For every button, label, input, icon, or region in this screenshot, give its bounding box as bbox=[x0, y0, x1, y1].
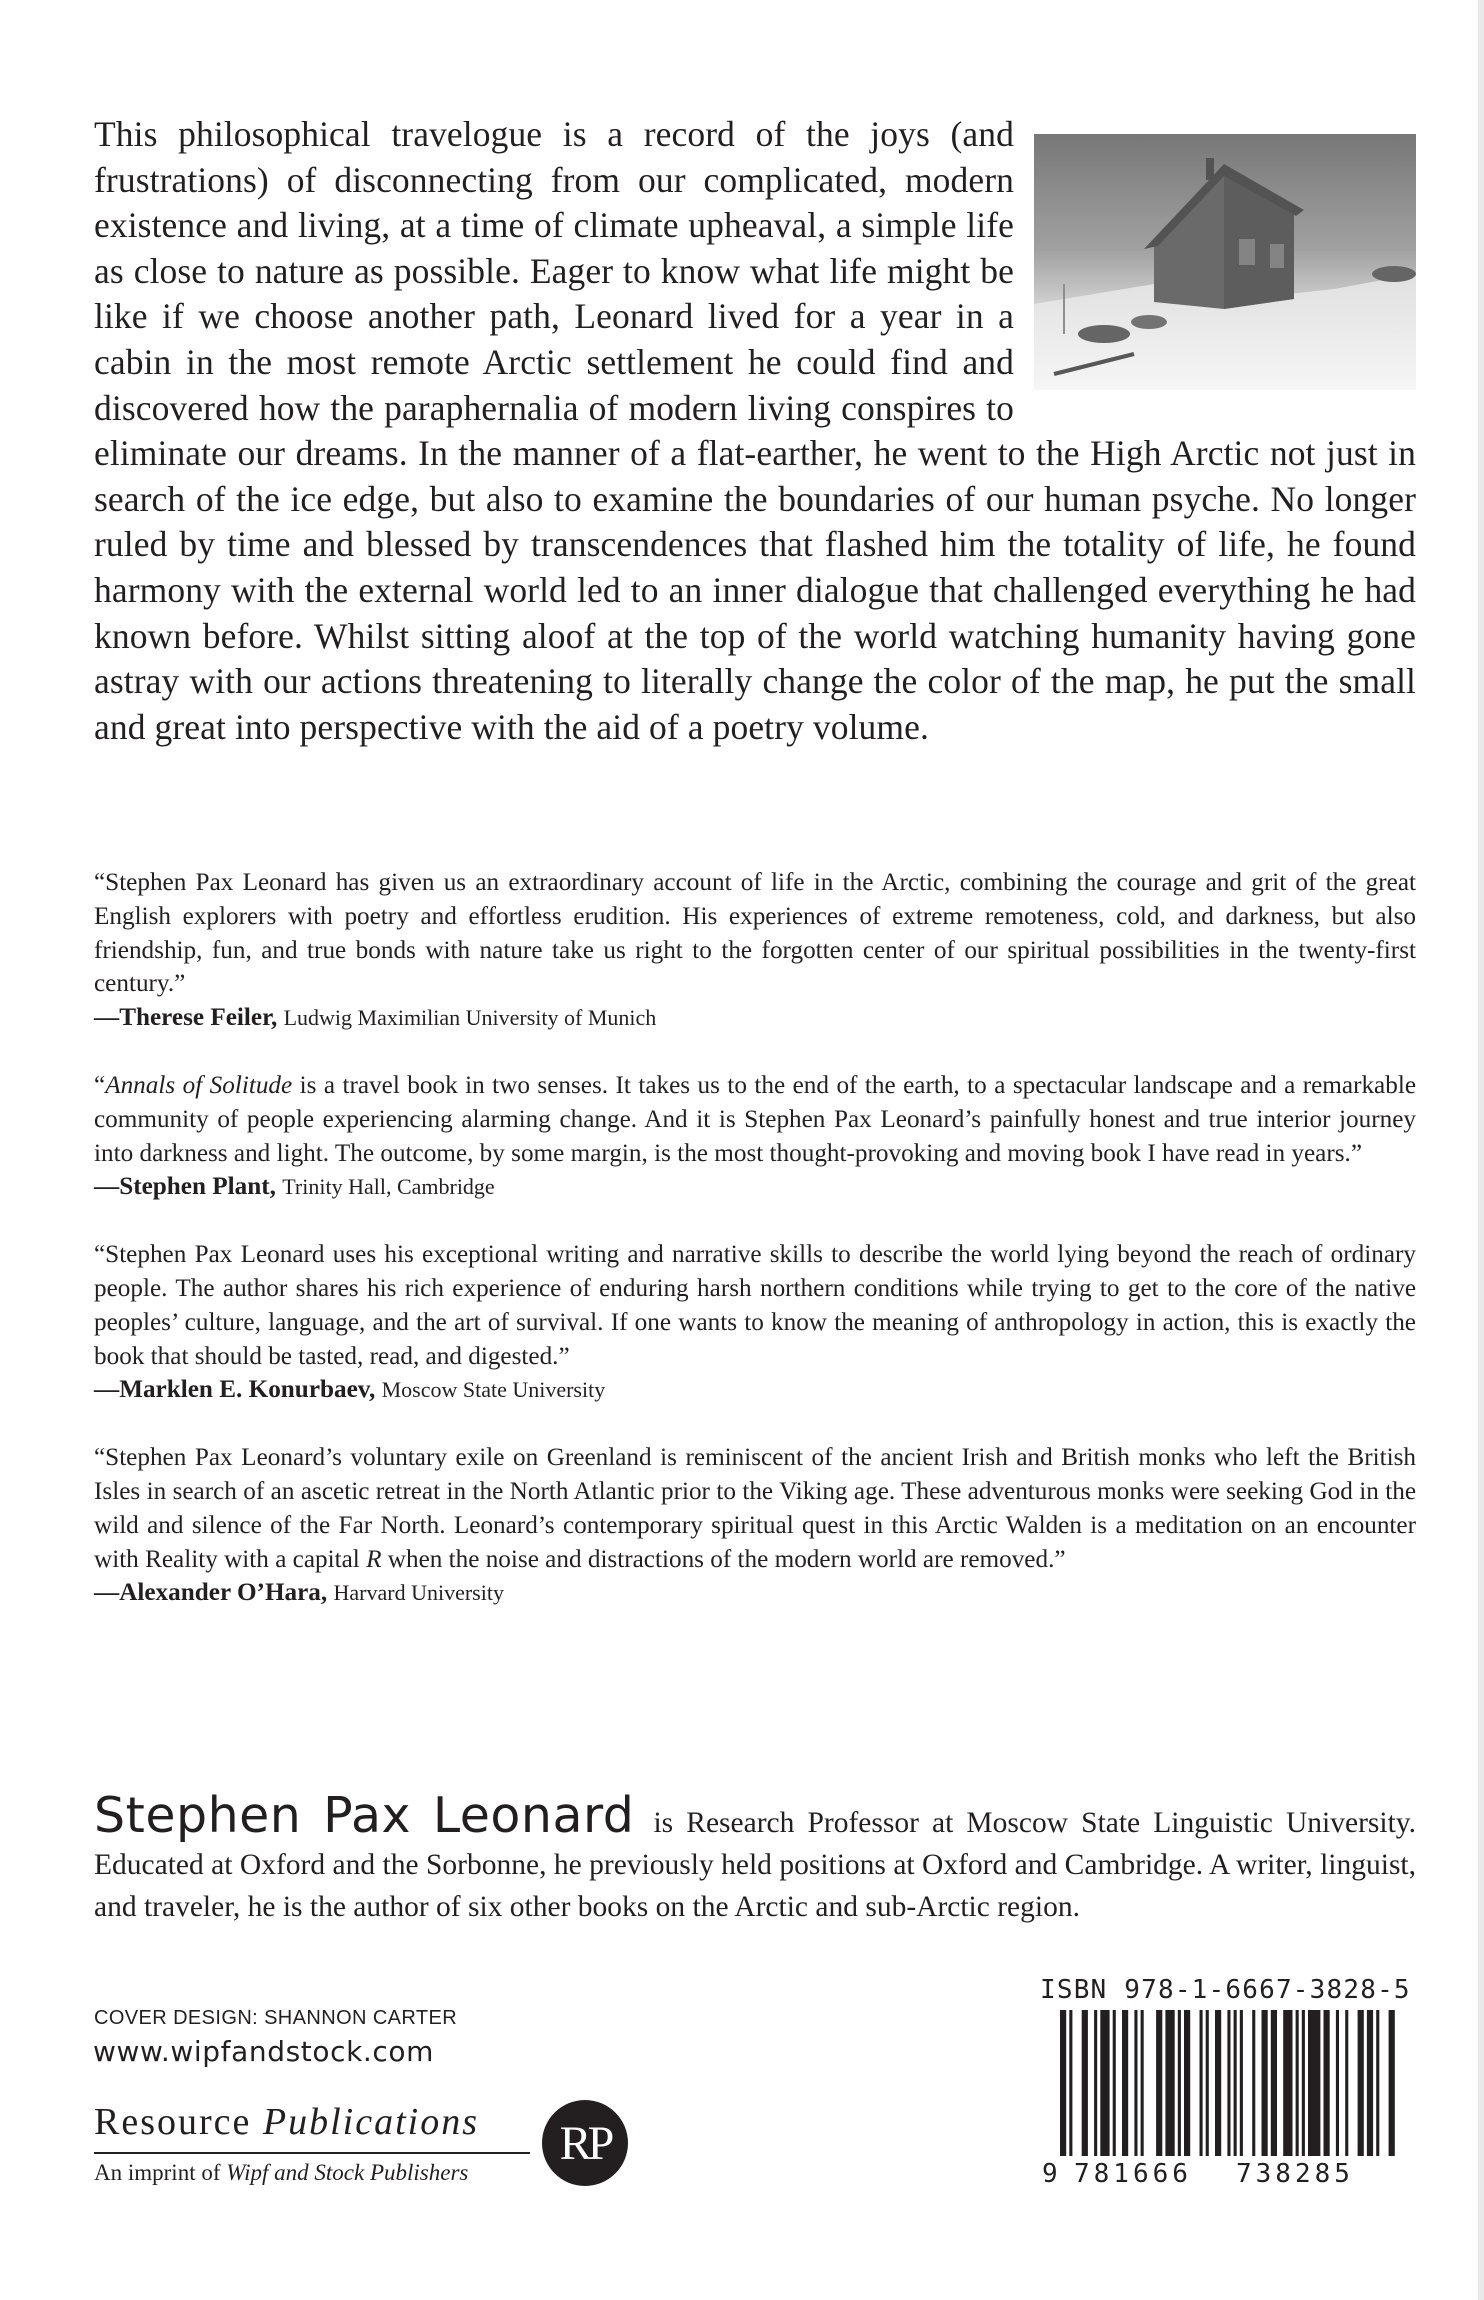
barcode-bar bbox=[1165, 2010, 1174, 2156]
reviewer-affiliation: Trinity Hall, Cambridge bbox=[282, 1174, 495, 1200]
imprint-publisher: Wipf and Stock Publishers bbox=[226, 2160, 469, 2185]
barcode-bar bbox=[1184, 2010, 1190, 2156]
barcode-bar bbox=[1376, 2010, 1379, 2156]
barcode-bar bbox=[1206, 2010, 1209, 2156]
author-name: Stephen Pax Leonard bbox=[94, 1787, 635, 1844]
barcode-bar bbox=[1100, 2010, 1109, 2156]
quote-text: “Stephen Pax Leonard’s voluntary exile on Greenland is reminiscent of the ancient Irish and British monks who left the British Isles in search of an ascetic retreat in the North Atlantic prior to the Viking age. These adventurous monks were seeking God in the wild and silence of the Far North. Leonard’s contemporary spiritual quest in this Arctic Walden is a meditation on an encounter with Reality with a capital bbox=[94, 1444, 1416, 1573]
reviewer-name: —Alexander O’Hara, bbox=[94, 1579, 328, 1607]
barcode-bar bbox=[1060, 2010, 1066, 2178]
barcode-bar bbox=[1296, 2010, 1299, 2178]
publisher-logo-icon: RP bbox=[542, 2100, 628, 2186]
review-feiler bbox=[94, 866, 1416, 1035]
barcode-bar bbox=[1367, 2010, 1373, 2156]
barcode-bar bbox=[1283, 2010, 1292, 2156]
publisher-name bbox=[94, 2100, 479, 2144]
publisher-name-italic: Publications bbox=[262, 2101, 479, 2143]
review-attribution bbox=[94, 1001, 1416, 1035]
reviewer-name: —Marklen E. Konurbaev, bbox=[94, 1376, 376, 1404]
review-quote: “Stephen Pax Leonard has given us an extraordinary account of life in the Arctic, combining the courage and grit of the great English explorers with poetry and effortless erudition. His experiences of extreme remoteness, cold, and darkness, but also friendship, fun, and true bonds with nature take us right to the forgotten center of our spiritual possibilities in the twenty-first century.” bbox=[94, 869, 1416, 998]
cabin-in-snowstorm-photo bbox=[1034, 134, 1416, 390]
barcode-bar bbox=[1069, 2010, 1072, 2178]
publisher-imprint bbox=[94, 2160, 468, 2186]
reviewer-name: —Stephen Plant, bbox=[94, 1173, 276, 1201]
barcode-bar bbox=[1122, 2010, 1128, 2156]
quote-text: when the noise and distractions of the modern world are removed.” bbox=[381, 1545, 1066, 1573]
barcode-bar bbox=[1302, 2010, 1305, 2178]
book-blurb bbox=[94, 112, 1416, 750]
barcode-bar bbox=[1389, 2010, 1395, 2156]
publisher-block bbox=[94, 2100, 634, 2190]
barcode-bar bbox=[1227, 2010, 1230, 2156]
barcode-bar bbox=[1215, 2010, 1221, 2156]
barcode-bar bbox=[1252, 2010, 1255, 2156]
barcode-bar bbox=[1358, 2010, 1364, 2156]
review-quote bbox=[94, 1441, 1416, 1576]
imprint-text: An imprint of bbox=[94, 2160, 227, 2185]
publisher-rule bbox=[94, 2152, 530, 2154]
barcode-bar bbox=[1141, 2010, 1144, 2156]
barcode-bar bbox=[1234, 2010, 1237, 2156]
review-attribution bbox=[94, 1170, 1416, 1204]
book-title-italic: Annals of Solitude bbox=[105, 1071, 293, 1099]
isbn-barcode bbox=[1036, 2010, 1396, 2186]
barcode-bar bbox=[1094, 2010, 1097, 2156]
barcode-bar bbox=[1336, 2010, 1339, 2156]
review-attribution bbox=[94, 1373, 1416, 1407]
barcode-bar bbox=[1082, 2010, 1088, 2156]
author-bio bbox=[94, 1787, 1416, 1928]
barcode-bar bbox=[1262, 2010, 1268, 2156]
review-plant bbox=[94, 1069, 1416, 1204]
endorsements bbox=[94, 866, 1416, 1644]
publisher-website[interactable]: www.wipfandstock.com bbox=[93, 2035, 435, 2068]
review-quote bbox=[94, 1069, 1416, 1170]
quote-italic-letter: R bbox=[366, 1545, 382, 1573]
barcode-bar bbox=[1156, 2010, 1162, 2156]
review-ohara bbox=[94, 1441, 1416, 1610]
barcode-bar bbox=[1324, 2010, 1330, 2156]
barcode-digits-right: 738285 bbox=[1236, 2159, 1354, 2186]
barcode-bar bbox=[1113, 2010, 1116, 2156]
isbn-label: ISBN 978-1-6667-3828-5 bbox=[1040, 1975, 1411, 2005]
reviewer-affiliation: Harvard University bbox=[333, 1580, 504, 1606]
barcode-bar bbox=[1240, 2010, 1243, 2156]
barcode-bar bbox=[1271, 2010, 1277, 2156]
barcode-bar bbox=[1345, 2010, 1348, 2156]
publisher-name-part: Resource bbox=[94, 2101, 263, 2143]
spine-edge bbox=[1478, 0, 1484, 2300]
reviewer-affiliation: Moscow State University bbox=[381, 1377, 606, 1403]
barcode-bar bbox=[1134, 2010, 1137, 2156]
blurb-text: This philosophical travelogue is a record of the joys (and frustrations) of disconnecting from our complicated, modern existence and living, at a time of climate upheaval, a simple life as close to nature as possible. Eager to know what life might be like if we choose another path, Leonard lived for a year in a cabin in the most remote Arctic settlement he could find and discovered how the paraphernalia of modern living conspires to eliminate our dreams. In the manner of a flat-earther, he went to the High Arctic not just in search of the ice edge, but also to examine the boundaries of our human psyche. No longer ruled by time and blessed by transcendences that flashed him the totality of life, he found harmony with the external world led to an inner dialogue that challenged everything he had known before. Whilst sitting aloof at the top of the world watching humanity having gone astray with our actions threatening to literally change the color of the map, he put the small and great into perspective with the aid of a poetry volume. bbox=[94, 114, 1416, 747]
barcode-bar bbox=[1308, 2010, 1320, 2156]
author-bio-text: is Research Professor at Moscow State Linguistic University. Educated at Oxford and the Sorbonne, he previously held positions at Oxford and Cambridge. A writer, linguist, and traveler, he is the author of six other books on the Arctic and sub-Arctic region. bbox=[94, 1807, 1416, 1923]
barcode-bar bbox=[1200, 2010, 1203, 2156]
review-quote: “Stephen Pax Leonard uses his exceptional writing and narrative skills to describe the world lying beyond the reach of ordinary people. The author shares his rich experience of enduring harsh northern conditions while trying to get to the core of the native peoples’ culture, language, and the art of survival. If one wants to know the meaning of anthropology in action, this is exactly the book that should be tasted, read, and digested.” bbox=[94, 1241, 1416, 1370]
barcode-first-digit: 9 bbox=[1042, 2159, 1058, 2186]
reviewer-affiliation: Ludwig Maximilian University of Munich bbox=[283, 1005, 657, 1031]
review-attribution bbox=[94, 1576, 1416, 1610]
barcode-digits-left: 781666 bbox=[1074, 2159, 1192, 2186]
cover-design-credit: COVER DESIGN: SHANNON CARTER bbox=[94, 2007, 458, 2029]
barcode-bar bbox=[1178, 2010, 1181, 2156]
quote-text: is a travel book in two senses. It takes us to the end of the earth, to a spectacular landscape and a remarkable community of people experiencing alarming change. And it is Stephen Pax Leonard’s painfully honest and true interior journey into darkness and light. The outcome, by some margin, is the most thought-provoking and moving book I have read in years.” bbox=[94, 1071, 1417, 1167]
review-konurbaev bbox=[94, 1238, 1416, 1407]
quote-open-mark: “ bbox=[94, 1071, 106, 1099]
reviewer-name: —Therese Feiler, bbox=[94, 1004, 278, 1032]
